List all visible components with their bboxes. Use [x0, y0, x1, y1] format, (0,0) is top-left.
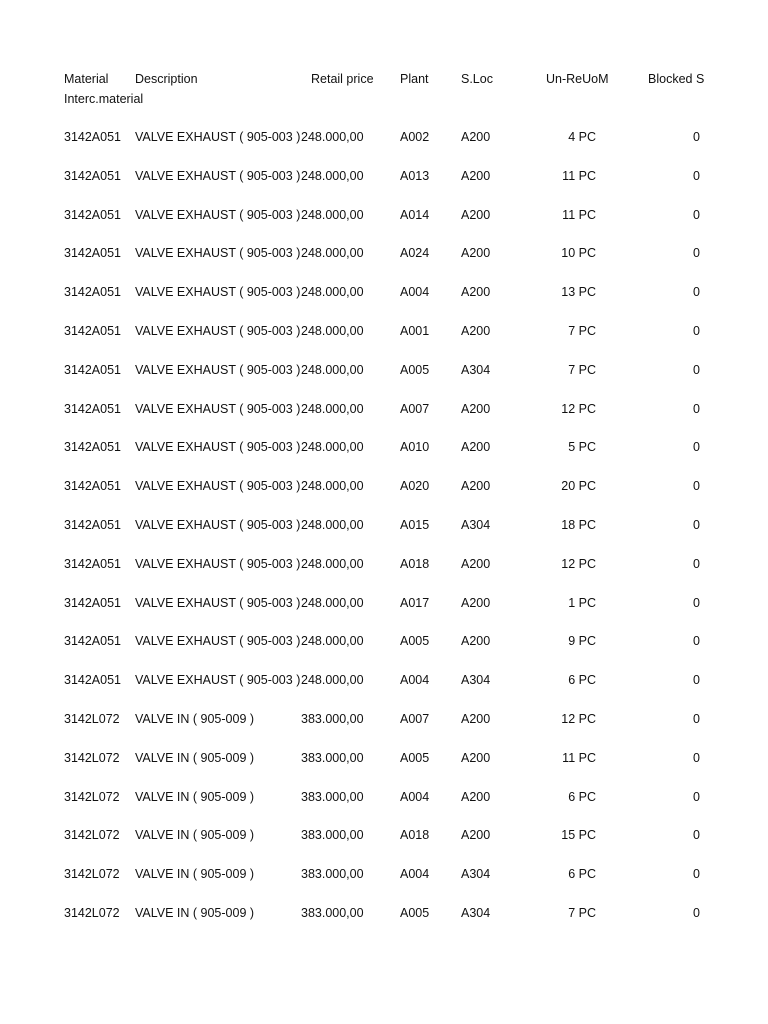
cell-material: 3142A051 — [64, 362, 122, 377]
cell-sloc: A304 — [461, 362, 491, 377]
cell-description: VALVE EXHAUST ( 905-003 ) — [135, 634, 301, 649]
table-row — [0, 671, 768, 710]
cell-sloc: A200 — [461, 168, 491, 183]
cell-description: VALVE IN ( 905-009 ) — [135, 828, 255, 843]
cell-plant: A007 — [400, 401, 430, 416]
cell-material: 3142A051 — [64, 168, 122, 183]
cell-retail-price: 248.000,00 — [301, 479, 364, 494]
cell-blocked-stock: 0 — [693, 867, 700, 882]
header-description: Description — [135, 72, 198, 86]
table-row — [0, 322, 768, 361]
table-row — [0, 594, 768, 633]
cell-unrestricted-qty: 13 PC — [561, 285, 596, 300]
cell-blocked-stock: 0 — [693, 440, 700, 455]
cell-sloc: A200 — [461, 440, 491, 455]
cell-plant: A015 — [400, 517, 430, 532]
cell-description: VALVE EXHAUST ( 905-003 ) — [135, 479, 301, 494]
cell-unrestricted-qty: 18 PC — [561, 517, 596, 532]
cell-blocked-stock: 0 — [693, 246, 700, 261]
cell-retail-price: 248.000,00 — [301, 440, 364, 455]
cell-description: VALVE EXHAUST ( 905-003 ) — [135, 362, 301, 377]
cell-material: 3142A051 — [64, 401, 122, 416]
cell-unrestricted-qty: 11 PC — [562, 207, 596, 222]
cell-unrestricted-qty: 7 PC — [568, 323, 596, 338]
cell-sloc: A200 — [461, 479, 491, 494]
cell-material: 3142L072 — [64, 905, 120, 920]
cell-plant: A005 — [400, 905, 430, 920]
cell-material: 3142L072 — [64, 828, 120, 843]
cell-material: 3142A051 — [64, 517, 122, 532]
table-row — [0, 904, 768, 943]
cell-material: 3142A051 — [64, 479, 122, 494]
cell-description: VALVE IN ( 905-009 ) — [135, 711, 255, 726]
cell-plant: A004 — [400, 867, 430, 882]
table-row — [0, 865, 768, 904]
cell-material: 3142A051 — [64, 595, 122, 610]
cell-material: 3142A051 — [64, 323, 122, 338]
cell-description: VALVE EXHAUST ( 905-003 ) — [135, 130, 301, 144]
cell-blocked-stock: 0 — [693, 673, 700, 688]
table-row — [0, 826, 768, 865]
cell-plant: A013 — [400, 168, 430, 183]
table-row — [0, 167, 768, 206]
cell-sloc: A304 — [461, 867, 491, 882]
cell-plant: A004 — [400, 285, 430, 300]
cell-retail-price: 383.000,00 — [301, 750, 364, 765]
cell-plant: A018 — [400, 828, 430, 843]
cell-plant: A018 — [400, 556, 430, 571]
cell-blocked-stock: 0 — [693, 595, 700, 610]
cell-plant: A005 — [400, 362, 430, 377]
cell-blocked-stock: 0 — [693, 323, 700, 338]
cell-blocked-stock: 0 — [693, 401, 700, 416]
cell-material: 3142A051 — [64, 285, 122, 300]
cell-unrestricted-qty: 12 PC — [561, 556, 596, 571]
header-unrestricted-uom: Un-ReUoM — [546, 72, 609, 86]
header-plant: Plant — [400, 72, 429, 86]
cell-retail-price: 248.000,00 — [301, 634, 364, 649]
cell-description: VALVE EXHAUST ( 905-003 ) — [135, 556, 301, 571]
cell-blocked-stock: 0 — [693, 828, 700, 843]
cell-retail-price: 248.000,00 — [301, 401, 364, 416]
cell-material: 3142A051 — [64, 440, 122, 455]
cell-plant: A004 — [400, 673, 430, 688]
cell-retail-price: 248.000,00 — [301, 130, 364, 144]
cell-retail-price: 248.000,00 — [301, 673, 364, 688]
table-row — [0, 128, 768, 167]
cell-material: 3142A051 — [64, 207, 122, 222]
cell-retail-price: 248.000,00 — [301, 168, 364, 183]
cell-sloc: A200 — [461, 595, 491, 610]
cell-unrestricted-qty: 11 PC — [562, 750, 596, 765]
cell-blocked-stock: 0 — [693, 750, 700, 765]
cell-blocked-stock: 0 — [693, 634, 700, 649]
table-header — [0, 70, 768, 110]
cell-retail-price: 248.000,00 — [301, 556, 364, 571]
cell-sloc: A304 — [461, 517, 491, 532]
cell-retail-price: 248.000,00 — [301, 207, 364, 222]
cell-blocked-stock: 0 — [693, 789, 700, 804]
cell-unrestricted-qty: 7 PC — [568, 905, 596, 920]
cell-unrestricted-qty: 6 PC — [568, 673, 596, 688]
cell-description: VALVE EXHAUST ( 905-003 ) — [135, 323, 301, 338]
cell-plant: A005 — [400, 750, 430, 765]
header-blocked-stock: Blocked S — [648, 72, 704, 86]
cell-retail-price: 248.000,00 — [301, 517, 364, 532]
cell-unrestricted-qty: 10 PC — [561, 246, 596, 261]
cell-retail-price: 248.000,00 — [301, 595, 364, 610]
table-row — [0, 361, 768, 400]
cell-retail-price: 383.000,00 — [301, 828, 364, 843]
cell-description: VALVE EXHAUST ( 905-003 ) — [135, 168, 301, 183]
cell-description: VALVE IN ( 905-009 ) — [135, 867, 255, 882]
cell-sloc: A304 — [461, 673, 491, 688]
table-row — [0, 244, 768, 283]
table-row — [0, 283, 768, 322]
cell-blocked-stock: 0 — [693, 362, 700, 377]
cell-plant: A014 — [400, 207, 430, 222]
cell-sloc: A200 — [461, 323, 491, 338]
cell-description: VALVE EXHAUST ( 905-003 ) — [135, 207, 301, 222]
cell-sloc: A200 — [461, 246, 491, 261]
cell-description: VALVE IN ( 905-009 ) — [135, 905, 255, 920]
cell-sloc: A304 — [461, 905, 491, 920]
cell-description: VALVE EXHAUST ( 905-003 ) — [135, 285, 301, 300]
cell-plant: A010 — [400, 440, 430, 455]
cell-plant: A005 — [400, 634, 430, 649]
table-row — [0, 710, 768, 749]
cell-retail-price: 383.000,00 — [301, 867, 364, 882]
cell-material: 3142A051 — [64, 130, 122, 144]
cell-unrestricted-qty: 6 PC — [568, 867, 596, 882]
cell-plant: A002 — [400, 130, 430, 144]
cell-description: VALVE EXHAUST ( 905-003 ) — [135, 401, 301, 416]
table-row — [0, 555, 768, 594]
cell-retail-price: 248.000,00 — [301, 285, 364, 300]
cell-blocked-stock: 0 — [693, 168, 700, 183]
cell-unrestricted-qty: 12 PC — [561, 401, 596, 416]
cell-material: 3142L072 — [64, 750, 120, 765]
cell-blocked-stock: 0 — [693, 711, 700, 726]
cell-blocked-stock: 0 — [693, 479, 700, 494]
cell-description: VALVE EXHAUST ( 905-003 ) — [135, 517, 301, 532]
table-row — [0, 788, 768, 827]
cell-blocked-stock: 0 — [693, 285, 700, 300]
cell-description: VALVE EXHAUST ( 905-003 ) — [135, 246, 301, 261]
cell-sloc: A200 — [461, 130, 491, 144]
cell-blocked-stock: 0 — [693, 905, 700, 920]
table-row — [0, 632, 768, 671]
cell-unrestricted-qty: 9 PC — [568, 634, 596, 649]
cell-unrestricted-qty: 4 PC — [568, 130, 596, 144]
cell-sloc: A200 — [461, 634, 491, 649]
cell-sloc: A200 — [461, 750, 491, 765]
cell-material: 3142L072 — [64, 867, 120, 882]
cell-description: VALVE IN ( 905-009 ) — [135, 750, 255, 765]
cell-description: VALVE IN ( 905-009 ) — [135, 789, 255, 804]
cell-description: VALVE EXHAUST ( 905-003 ) — [135, 440, 301, 455]
cell-unrestricted-qty: 7 PC — [568, 362, 596, 377]
cell-material: 3142L072 — [64, 711, 120, 726]
cell-plant: A004 — [400, 789, 430, 804]
cell-description: VALVE EXHAUST ( 905-003 ) — [135, 595, 301, 610]
cell-retail-price: 248.000,00 — [301, 323, 364, 338]
cell-retail-price: 248.000,00 — [301, 246, 364, 261]
cell-retail-price: 383.000,00 — [301, 905, 364, 920]
cell-plant: A017 — [400, 595, 430, 610]
cell-sloc: A200 — [461, 711, 491, 726]
cell-unrestricted-qty: 15 PC — [561, 828, 596, 843]
cell-retail-price: 383.000,00 — [301, 789, 364, 804]
header-retail-price: Retail price — [311, 72, 374, 86]
cell-plant: A024 — [400, 246, 430, 261]
table-row — [0, 400, 768, 439]
cell-unrestricted-qty: 1 PC — [568, 595, 596, 610]
cell-blocked-stock: 0 — [693, 207, 700, 222]
cell-plant: A020 — [400, 479, 430, 494]
cell-sloc: A200 — [461, 285, 491, 300]
header-sloc: S.Loc — [461, 72, 493, 86]
cell-unrestricted-qty: 5 PC — [568, 440, 596, 455]
cell-material: 3142A051 — [64, 246, 122, 261]
cell-material: 3142A051 — [64, 634, 122, 649]
cell-sloc: A200 — [461, 556, 491, 571]
table-row — [0, 438, 768, 477]
cell-description: VALVE EXHAUST ( 905-003 ) — [135, 673, 301, 688]
cell-unrestricted-qty: 20 PC — [561, 479, 596, 494]
table-body — [0, 128, 768, 943]
cell-retail-price: 383.000,00 — [301, 711, 364, 726]
cell-blocked-stock: 0 — [693, 130, 700, 144]
cell-unrestricted-qty: 6 PC — [568, 789, 596, 804]
table-row — [0, 749, 768, 788]
cell-blocked-stock: 0 — [693, 556, 700, 571]
table-row — [0, 477, 768, 516]
cell-material: 3142A051 — [64, 673, 122, 688]
cell-sloc: A200 — [461, 828, 491, 843]
cell-sloc: A200 — [461, 207, 491, 222]
cell-unrestricted-qty: 12 PC — [561, 711, 596, 726]
cell-blocked-stock: 0 — [693, 517, 700, 532]
cell-retail-price: 248.000,00 — [301, 362, 364, 377]
cell-plant: A001 — [400, 323, 430, 338]
cell-plant: A007 — [400, 711, 430, 726]
cell-sloc: A200 — [461, 789, 491, 804]
cell-sloc: A200 — [461, 401, 491, 416]
cell-unrestricted-qty: 11 PC — [562, 168, 596, 183]
table-row — [0, 206, 768, 245]
cell-material: 3142A051 — [64, 556, 122, 571]
table-row — [0, 516, 768, 555]
header-material: Material — [64, 72, 109, 86]
cell-material: 3142L072 — [64, 789, 120, 804]
header-interc-material: Interc.material — [64, 92, 144, 106]
